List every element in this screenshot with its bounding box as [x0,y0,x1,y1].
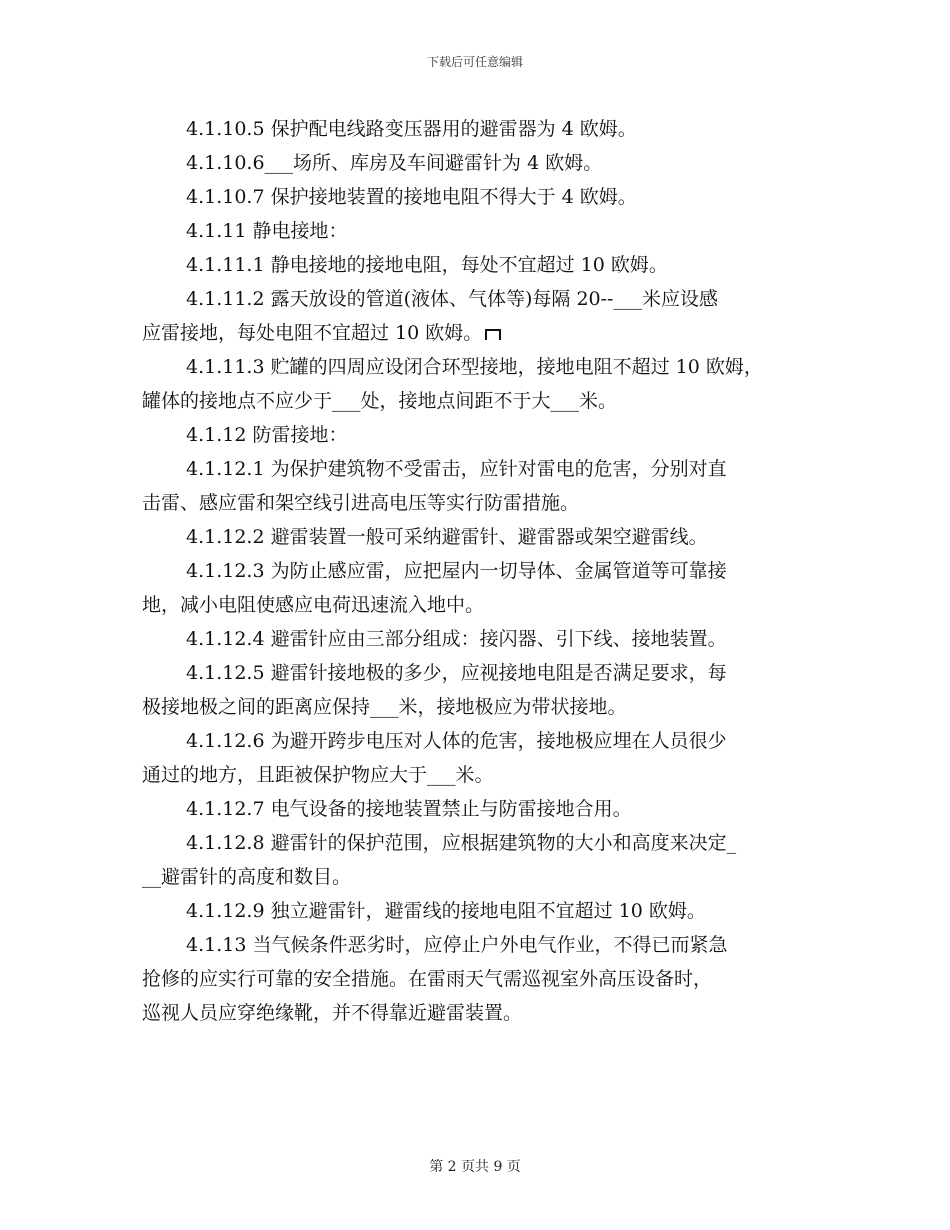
paragraph-line: 4.1.12.3 为防止感应雷，应把屋内一切导体、金属管道等可靠接 [186,560,727,582]
paragraph-line: 4.1.11.2 露天放设的管道(液体、气体等)每隔 20--___米应设感 [186,288,718,310]
paragraph [142,418,822,452]
paragraph-line [142,316,822,350]
paragraph-line: 4.1.12.5 避雷针接地极的多少，应视接地电阻是否满足要求，每 [186,662,727,684]
paragraph [142,826,822,894]
paragraph-line-text: 应雷接地，每处电阻不宜超过 10 欧姆。 [142,322,483,344]
paragraph-line: 4.1.12.8 避雷针的保护范围，应根据建筑物的大小和高度来决定_ [186,832,737,854]
paragraph-line: 抢修的应实行可靠的安全措施。在雷雨天气需巡视室外高压设备时， [142,968,713,990]
paragraph-line: 4.1.11 静电接地： [186,220,348,242]
paragraph [142,622,822,656]
paragraph [142,112,822,146]
document-body [142,112,822,1030]
paragraph [142,894,822,928]
paragraph [142,214,822,248]
paragraph [142,554,822,622]
paragraph-line: 4.1.12.6 为避开跨步电压对人体的危害，接地极应埋在人员很少 [186,730,727,752]
paragraph-line: 地，减小电阻使感应电荷迅速流入地中。 [142,594,485,616]
paragraph [142,350,822,418]
paragraph-line: 4.1.10.5 保护配电线路变压器用的避雷器为 4 欧姆。 [186,118,637,140]
paragraph [142,146,822,180]
paragraph [142,248,822,282]
paragraph-line: 4.1.12.2 避雷装置一般可采纳避雷针、避雷器或架空避雷线。 [186,526,708,548]
paragraph-line: 4.1.12 防雷接地： [186,424,348,446]
paragraph [142,520,822,554]
paragraph-line: 4.1.10.7 保护接地装置的接地电阻不得大于 4 欧姆。 [186,186,637,208]
paragraph-line: 4.1.12.9 独立避雷针，避雷线的接地电阻不宜超过 10 欧姆。 [186,900,706,922]
paragraph-line: 4.1.12.4 避雷针应由三部分组成：接闪器、引下线、接地装置。 [186,628,727,650]
paragraph [142,928,822,1030]
paragraph-line: 4.1.13 当气候条件恶劣时，应停止户外电气作业，不得已而紧急 [186,934,728,956]
page-footer: 第 2 页共 9 页 [429,1159,521,1175]
paragraph-line: 击雷、感应雷和架空线引进高电压等实行防雷措施。 [142,492,580,514]
paragraph-line: 极接地极之间的距离应保持___米，接地极应为带状接地。 [142,696,627,718]
paragraph [142,452,822,520]
paragraph-line: 通过的地方，且距被保护物应大于___米。 [142,764,494,786]
paragraph [142,282,822,350]
edit-mark-icon [482,326,504,340]
paragraph-line: __避雷针的高度和数目。 [142,866,352,888]
page-header: 下载后可任意编辑 [426,55,523,69]
paragraph [142,656,822,724]
paragraph [142,724,822,792]
paragraph-line: 巡视人员应穿绝缘靴，并不得靠近避雷装置。 [142,1002,523,1024]
paragraph-line: 4.1.12.7 电气设备的接地装置禁止与防雷接地合用。 [186,798,632,820]
paragraph-line: 罐体的接地点不应少于___处，接地点间距不于大___米。 [142,390,618,412]
paragraph [142,180,822,214]
paragraph-line: 4.1.11.3 贮罐的四周应设闭合环型接地，接地电阻不超过 10 欧姆， [186,356,763,378]
paragraph [142,792,822,826]
paragraph-line: 4.1.11.1 静电接地的接地电阻，每处不宜超过 10 欧姆。 [186,254,668,276]
paragraph-line: 4.1.12.1 为保护建筑物不受雷击，应针对雷电的危害，分别对直 [186,458,727,480]
paragraph-line: 4.1.10.6___场所、库房及车间避雷针为 4 欧姆。 [186,152,603,174]
